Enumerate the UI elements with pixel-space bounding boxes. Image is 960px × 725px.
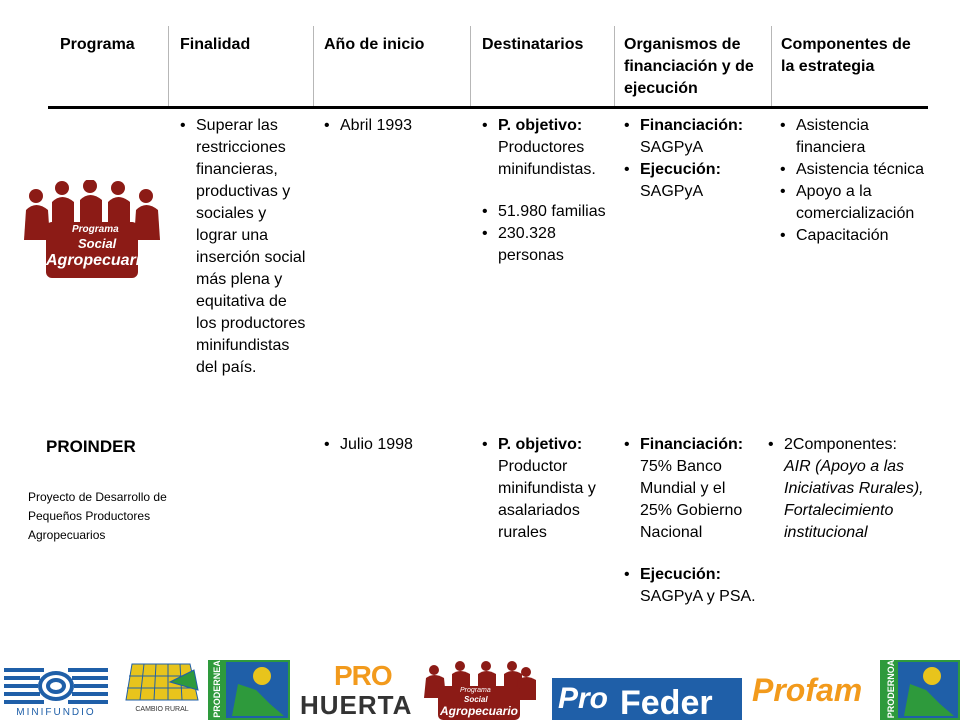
- row1-inicio: [322, 115, 462, 137]
- financing-label: Financiación:: [640, 117, 744, 134]
- header-ano-inicio: Año de inicio: [324, 36, 425, 53]
- row2-destinatarios: [480, 434, 608, 544]
- prodernoa-logo: [880, 660, 960, 720]
- list-item: • Apoyo a la comercialización: [778, 181, 926, 225]
- execution-label: Ejecución:: [640, 566, 721, 583]
- column-divider: [313, 26, 314, 108]
- list-item: [480, 115, 608, 181]
- proinder-title: PROINDER: [46, 437, 136, 456]
- financing-label: Financiación:: [640, 436, 744, 453]
- cambio-rural-logo: [120, 660, 204, 720]
- list-item: • Abril 1993: [322, 115, 462, 137]
- execution-label: Ejecución:: [640, 161, 721, 178]
- prodernoa-map-icon: [898, 662, 958, 718]
- psa-word-social: Social: [78, 236, 117, 251]
- pro-text: PRO: [334, 660, 392, 691]
- financing-value: 75% Banco Mundial y el 25% Gobierno Nacional: [640, 458, 743, 541]
- list-item: • Superar las restricciones financieras, productivas y sociales y lograr una inserción social más plena y equitativa de los productores minifundistas del país.: [178, 115, 310, 379]
- header-programa: Programa: [60, 36, 135, 53]
- row2-organismos: [622, 434, 756, 608]
- psa-word-agropecuario: Agropecuario: [46, 252, 151, 269]
- psa-small-word1: Programa: [460, 687, 491, 694]
- row2-inicio: [322, 434, 462, 456]
- prodernea-logo: [208, 660, 290, 720]
- list-item: [622, 115, 756, 159]
- list-item: [622, 434, 756, 544]
- prodernea-map-icon: [226, 662, 288, 718]
- row1-finalidad: [178, 115, 310, 379]
- components-lead: 2Componentes:: [784, 436, 897, 453]
- target-label: P. objetivo:: [498, 436, 583, 453]
- profeder-pro-text: Pro: [558, 682, 609, 715]
- list-item: [622, 159, 756, 203]
- list-item: • 51.980 familias: [480, 201, 608, 223]
- target-label: P. objetivo:: [498, 117, 583, 134]
- header-rule: [48, 106, 928, 109]
- column-divider: [614, 26, 615, 108]
- prodernoa-text: PRODERNOA: [886, 659, 896, 719]
- profam-text: Profam: [752, 672, 863, 708]
- header-destinatarios: Destinatarios: [482, 36, 584, 53]
- target-text: Productor minifundista y asalariados rurales: [498, 458, 596, 541]
- row1-componentes: [778, 115, 926, 247]
- list-item: [480, 434, 608, 544]
- profeder-logo: [552, 678, 742, 720]
- list-item: • 230.328 personas: [480, 223, 608, 267]
- components-italic: AIR (Apoyo a las Iniciativas Rurales), Fortalecimiento institucional: [784, 458, 924, 541]
- prohuerta-logo: [296, 660, 414, 720]
- column-divider: [470, 26, 471, 108]
- list-item: [622, 564, 756, 608]
- execution-value: SAGPyA y PSA.: [640, 588, 756, 605]
- cambio-rural-grid-icon: [120, 660, 204, 706]
- psa-small-word3: Agropecuario: [439, 704, 518, 718]
- huerta-text: HUERTA: [300, 690, 413, 720]
- psa-logo: [22, 180, 162, 280]
- execution-value: SAGPyA: [640, 183, 704, 200]
- psa-small-logo: [420, 660, 538, 720]
- header-organismos: Organismos de financiación y de ejecución: [624, 36, 754, 97]
- financing-value: SAGPyA: [640, 139, 704, 156]
- cambio-rural-text: CAMBIO RURAL: [135, 706, 189, 713]
- minifundio-text: MINIFUNDIO: [16, 707, 96, 718]
- row1-destinatarios: [480, 115, 608, 267]
- prodernea-text: PRODERNEA: [212, 660, 222, 718]
- psa-small-word2: Social: [464, 695, 488, 704]
- target-text: Productores minifundistas.: [498, 139, 596, 178]
- list-item: • Julio 1998: [322, 434, 462, 456]
- list-item: [766, 434, 928, 544]
- proinder-subtitle: Proyecto de Desarrollo de Pequeños Productores Agropecuarios: [28, 490, 167, 542]
- list-item: • Asistencia financiera: [778, 115, 926, 159]
- profeder-feder-text: Feder: [620, 684, 713, 722]
- minifundio-logo: [0, 660, 112, 720]
- column-divider: [771, 26, 772, 108]
- list-item: • Asistencia técnica: [778, 159, 926, 181]
- header-componentes: Componentes de la estrategia: [781, 36, 911, 75]
- logo-strip: [0, 660, 960, 720]
- row1-organismos: [622, 115, 756, 203]
- row2-componentes: [766, 434, 928, 544]
- profam-logo: [748, 660, 880, 720]
- psa-word-programa: Programa: [72, 224, 119, 235]
- column-divider: [168, 26, 169, 108]
- list-item: • Capacitación: [778, 225, 926, 247]
- header-finalidad: Finalidad: [180, 36, 251, 53]
